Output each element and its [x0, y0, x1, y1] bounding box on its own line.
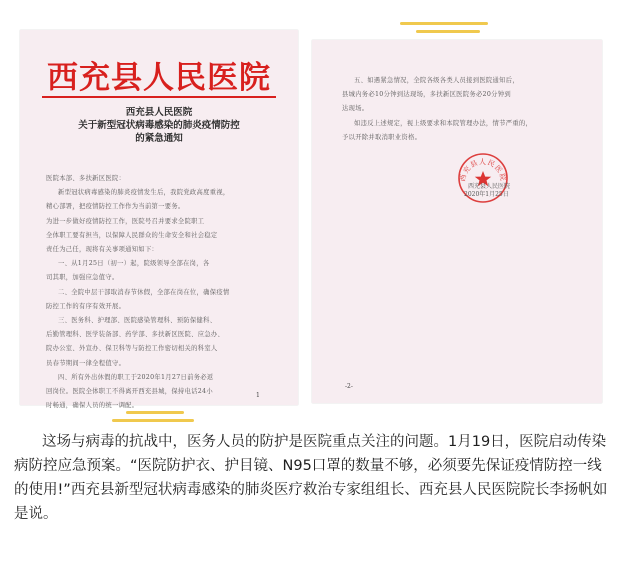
page-number: -2-: [345, 383, 353, 390]
body-line: 回岗位。医院全体职工不得离开西充县城，保持电话24小: [46, 388, 213, 396]
body-line: 医院本部、多扶新区医院：: [46, 175, 126, 182]
accent-bar-top-right-1: [400, 22, 488, 25]
body-line: 一、从1月25日（初一）起，院级领导全部在岗，各: [58, 260, 210, 268]
letterhead-red-rule: [42, 96, 276, 98]
body-line: 县城内务必10分钟到达现场，多扶新区医院务必20分钟到: [342, 91, 511, 99]
letterhead-title: 西充县人民医院: [47, 60, 271, 96]
body-line: 院办公室、外宣办、保卫科等与防控工作密切相关的科室人: [46, 345, 218, 353]
notice-title: [20, 106, 298, 145]
body-line: 后勤管理科、医学装备部、药学部、多扶新区医院、应急办、: [46, 331, 225, 339]
accent-bar-top-right-2: [416, 30, 480, 33]
body-line: 五、如遇紧急情况，全院各级各类人员接到医院通知后，: [354, 77, 519, 84]
seal-organization: 西充县人民医院: [468, 183, 511, 190]
body-line: 如违反上述规定，视上级要求和本院管理办法，情节严重的，: [354, 119, 533, 127]
body-line: 时畅通，确保人员的统一调配。: [46, 402, 139, 410]
body-line: 责任为己任，现将有关事项通知如下：: [46, 246, 159, 254]
seal-ring-text: 西充县人民医院: [458, 158, 508, 183]
page-number: 1: [256, 392, 260, 399]
body-line: 员春节期间一律全程值守。: [46, 359, 126, 367]
body-line: 全体职工要有担当，以保障人民群众的生命安全和社会稳定: [46, 231, 218, 239]
notice-title-line: 的紧急通知: [135, 133, 183, 144]
notice-page-2: [312, 40, 602, 403]
body-line: 达现场。: [342, 105, 369, 113]
article-caption: 这场与病毒的抗战中，医务人员的防护是医院重点关注的问题。1月19日，医院启动传染病防控应急预案。“医院防护衣、护目镜、N95口罩的数量不够，必须要先保证疫情防控一线的使用!”西充县新型冠状病毒感染的肺炎医疗救治专家组组长、西充县人民医院院长李扬帆如是说。: [14, 434, 608, 522]
accent-bar-top-left: [112, 419, 194, 422]
body-line: 精心部署，把疫情防控工作作为当前第一要务。: [46, 203, 185, 211]
body-line: 四、所有外出休假的职工于2020年1月27日前务必返: [58, 373, 214, 381]
body-line: 三、医务科、护理部、医院感染管理科、预防保健科、: [58, 317, 217, 325]
body-line: 新型冠状病毒感染的肺炎疫情发生后，我院党政高度重视，: [58, 189, 230, 197]
notice-page-1: [20, 30, 298, 410]
body-line: 二、全院中层干部取消春节休假，全部在岗在位，确保疫情: [58, 288, 230, 296]
body-line: 为进一步做好疫情防控工作，医院号召并要求全院职工: [46, 217, 205, 225]
notice-body-page-2: [342, 74, 574, 145]
body-line: 防控工作的有序有效开展。: [46, 302, 126, 310]
body-line: 予以开除并取消职业资格。: [342, 133, 422, 141]
body-line: 司其职，加强应急值守。: [46, 274, 119, 282]
seal-date: 2020年1月25日: [464, 191, 509, 198]
notice-title-line: 西充县人民医院: [125, 107, 193, 118]
notice-title-line: 关于新型冠状病毒感染的肺炎疫情防控: [78, 120, 240, 131]
notice-body-page-1: [46, 172, 276, 413]
